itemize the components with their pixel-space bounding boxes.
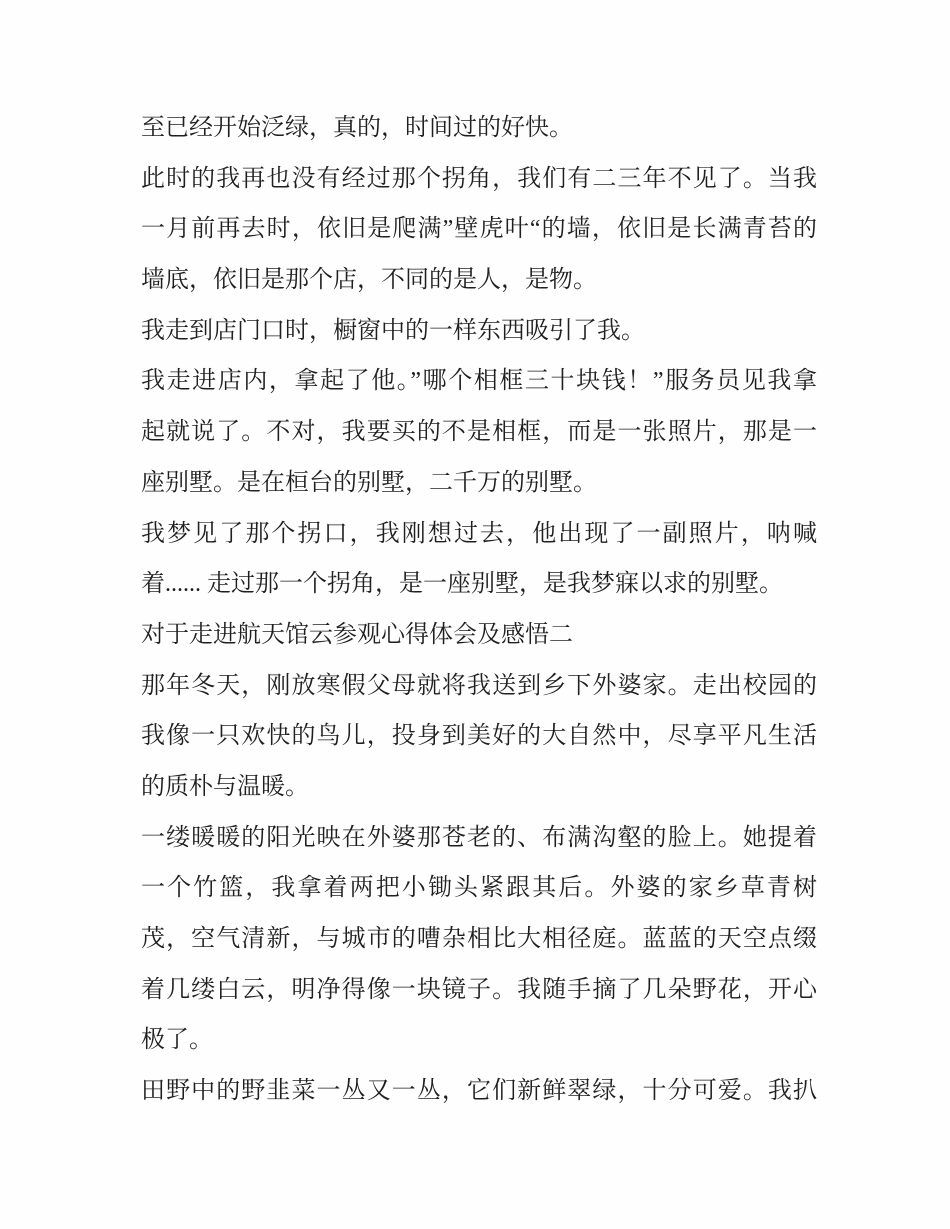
text-line: 那年冬天，刚放寒假父母就将我送到乡下外婆家。走出校园的 (141, 672, 817, 699)
text-line: 墙底，依旧是那个店，不同的是人，是物。 (141, 267, 597, 294)
text-line: 着...... 走过那一个拐角，是一座别墅，是我梦寐以求的别墅。 (141, 571, 783, 598)
text-line: 田野中的野韭菜一丛又一丛，它们新鲜翠绿，十分可爱。我扒 (141, 1078, 817, 1105)
text-line: 茂，空气清新，与城市的嘈杂相比大相径庭。蓝蓝的天空点缀 (141, 926, 817, 952)
text-block (141, 103, 817, 1117)
text-line: 我像一只欢快的鸟儿，投身到美好的大自然中，尽享平凡生活 (141, 723, 817, 750)
text-line: 座别墅。是在桓台的别墅，二千万的别墅。 (141, 469, 597, 496)
text-line: 一缕暖暖的阳光映在外婆那苍老的、布满沟壑的脸上。她提着 (141, 824, 817, 851)
text-line: 的质朴与温暖。 (141, 773, 309, 800)
text-line: 我走进店内，拿起了他。”哪个相框三十块钱！”服务员见我拿 (141, 368, 817, 395)
text-line: 我走到店门口时，橱窗中的一样东西吸引了我。 (141, 317, 645, 344)
text-line: 至已经开始泛绿，真的，时间过的好快。 (141, 115, 573, 141)
text-line: 起就说了。不对，我要买的不是相框，而是一张照片，那是一 (141, 419, 817, 446)
text-line: 一月前再去时，依旧是爬满”壁虎叶“的墙，依旧是长满青苔的 (141, 216, 817, 243)
section-heading-line: 对于走进航天馆云参观心得体会及感悟二 (141, 621, 573, 648)
text-line: 着几缕白云，明净得像一块镜子。我随手摘了几朵野花，开心 (141, 976, 817, 1003)
text-line: 一个竹篮，我拿着两把小锄头紧跟其后。外婆的家乡草青树 (141, 875, 817, 902)
text-line: 我梦见了那个拐口，我刚想过去，他出现了一副照片，呐喊 (141, 520, 817, 547)
text-line: 极了。 (141, 1027, 213, 1054)
text-line: 此时的我再也没有经过那个拐角，我们有二三年不见了。当我 (141, 165, 817, 192)
